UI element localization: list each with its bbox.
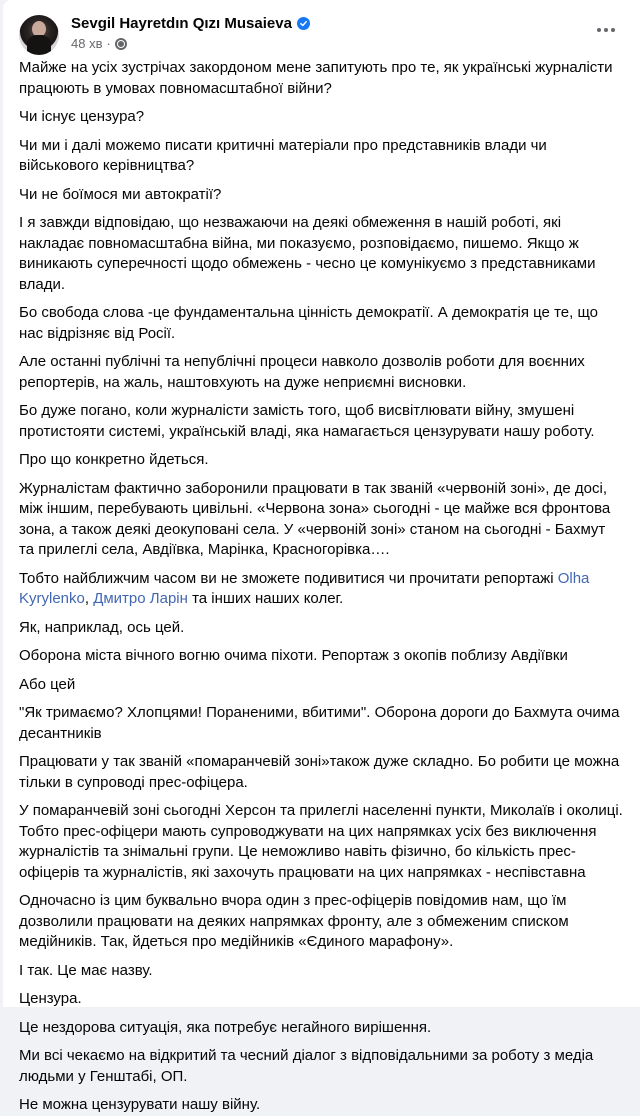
meta-separator: · xyxy=(106,35,111,51)
mentions-text-before: Тобто найближчим часом ви не зможете подивитися чи прочитати репортажі xyxy=(19,569,558,587)
facebook-post-card xyxy=(3,0,640,1113)
mention-link-dmytro-larin[interactable]: Дмитро Ларін xyxy=(93,590,188,607)
mentions-text-after: та інших наших колег. xyxy=(187,590,344,607)
mention-link-olha-kyrylenko[interactable]: Olha Kyrylenko xyxy=(19,569,590,607)
post-timestamp[interactable]: 48 хв xyxy=(71,35,103,51)
more-horizontal-icon xyxy=(604,28,608,32)
post-paragraph: Працювати у так званій «помаранчевій зоні»також дуже складно. Бо робити це можна тільки в супроводі прес-офіцера. xyxy=(19,753,620,791)
post-body xyxy=(3,52,640,1116)
post-paragraph: Майже на усіх зустрічах закордоном мене запитують про те, як українські журналісти працюють в умовах повномасштабної війни? xyxy=(19,59,613,97)
post-paragraph: Одночасно із цим буквально вчора один з прес-офіцерів повідомив нам, що їм дозволили працювати на деяких напрямках фронту, але з обмеженим списком медійників. Так, йдеться про медійників «Єдиного марафону». xyxy=(19,892,569,950)
post-paragraph: Бо дуже погано, коли журналісти замість того, щоб висвітлювати війну, змушені протистояти системі, українській владі, яка намагається цензурувати нашу роботу. xyxy=(19,402,595,440)
post-paragraph: Оборона міста вічного вогню очима піхоти. Репортаж з окопів поблизу Авдіївки xyxy=(19,647,568,664)
post-paragraph: Бо свобода слова -це фундаментальна цінність демократії. А демократія це те, що нас відрізняє від Росії. xyxy=(19,304,598,342)
post-paragraph: Або цей xyxy=(19,675,76,693)
post-paragraph: У помаранчевій зоні сьогодні Херсон та прилеглі населенні пункти, Миколаїв і околиці. Тобто прес-офіцери мають супроводжувати на цих напрямках усіх без виключення журналістів та знімальні групи. Це неможливо навіть фізично, бо кількість прес-офіцерів та журналістів, які захочуть працювати на цих напрямках - неспівставна xyxy=(19,802,623,881)
author-name[interactable]: Sevgil Hayretdın Qızı Musaieva xyxy=(71,14,292,32)
author-name-row xyxy=(71,14,310,34)
post-paragraph-mentions xyxy=(19,569,624,610)
post-paragraph: Не можна цензурувати нашу війну. xyxy=(19,1096,261,1113)
mentions-text-between: , xyxy=(84,590,94,607)
post-header xyxy=(3,0,640,52)
more-horizontal-icon xyxy=(597,28,601,32)
more-horizontal-icon xyxy=(611,28,615,32)
post-meta xyxy=(71,14,310,53)
checkmark-icon xyxy=(299,19,308,28)
author-avatar[interactable] xyxy=(19,15,59,55)
post-paragraph: Журналістам фактично заборонили працювати в так званій «червоній зоні», де досі, між іншим, перебувають цивільні. «Червона зона» сьогодні - це майже вся фронтова зона, а також деякі деокуповані села. У «червоній зоні» станом на сьогодні - Бахмут та прилеглі села, Авдіївка, Марінка, Красногорівка…. xyxy=(19,479,611,558)
post-paragraph: Цензура. xyxy=(19,990,82,1007)
post-paragraph: Чи не боїмося ми автократії? xyxy=(19,185,222,203)
globe-icon[interactable] xyxy=(115,38,127,50)
post-paragraph: Це нездорова ситуація, яка потребує негайного вирішення. xyxy=(19,1018,432,1036)
verified-badge-icon xyxy=(297,17,310,30)
post-paragraph: І я завжди відповідаю, що незважаючи на деякі обмеження в нашій роботі, які накладає повномасштабна війна, ми показуємо, розповідаємо, пишемо. Якщо ж виникають суперечності щодо обмежень - чесно це комунікуємо з представниками влади. xyxy=(19,214,596,293)
post-paragraph: Але останні публічні та непублічні процеси навколо дозволів роботи для воєнних репортерів, на жаль, наштовхують на дуже неприємні висновки. xyxy=(19,353,585,391)
post-paragraph: Чи існує цензура? xyxy=(19,108,145,125)
post-paragraph: Про що конкретно йдеться. xyxy=(19,451,209,468)
post-paragraph: Ми всі чекаємо на відкритий та чесний діалог з відповідальними за роботу з медіа людьми у Генштабі, ОП. xyxy=(19,1047,594,1085)
post-paragraph: "Як тримаємо? Хлопцями! Пораненими, вбитими". Оборона дороги до Бахмута очима десантників xyxy=(19,704,620,742)
post-time-row xyxy=(71,35,310,53)
more-options-button[interactable] xyxy=(588,20,624,40)
post-paragraph: І так. Це має назву. xyxy=(19,961,153,979)
post-paragraph: Чи ми і далі можемо писати критичні матеріали про представників влади чи військового керівництва? xyxy=(19,136,547,174)
post-paragraph: Як, наприклад, ось цей. xyxy=(19,618,185,636)
